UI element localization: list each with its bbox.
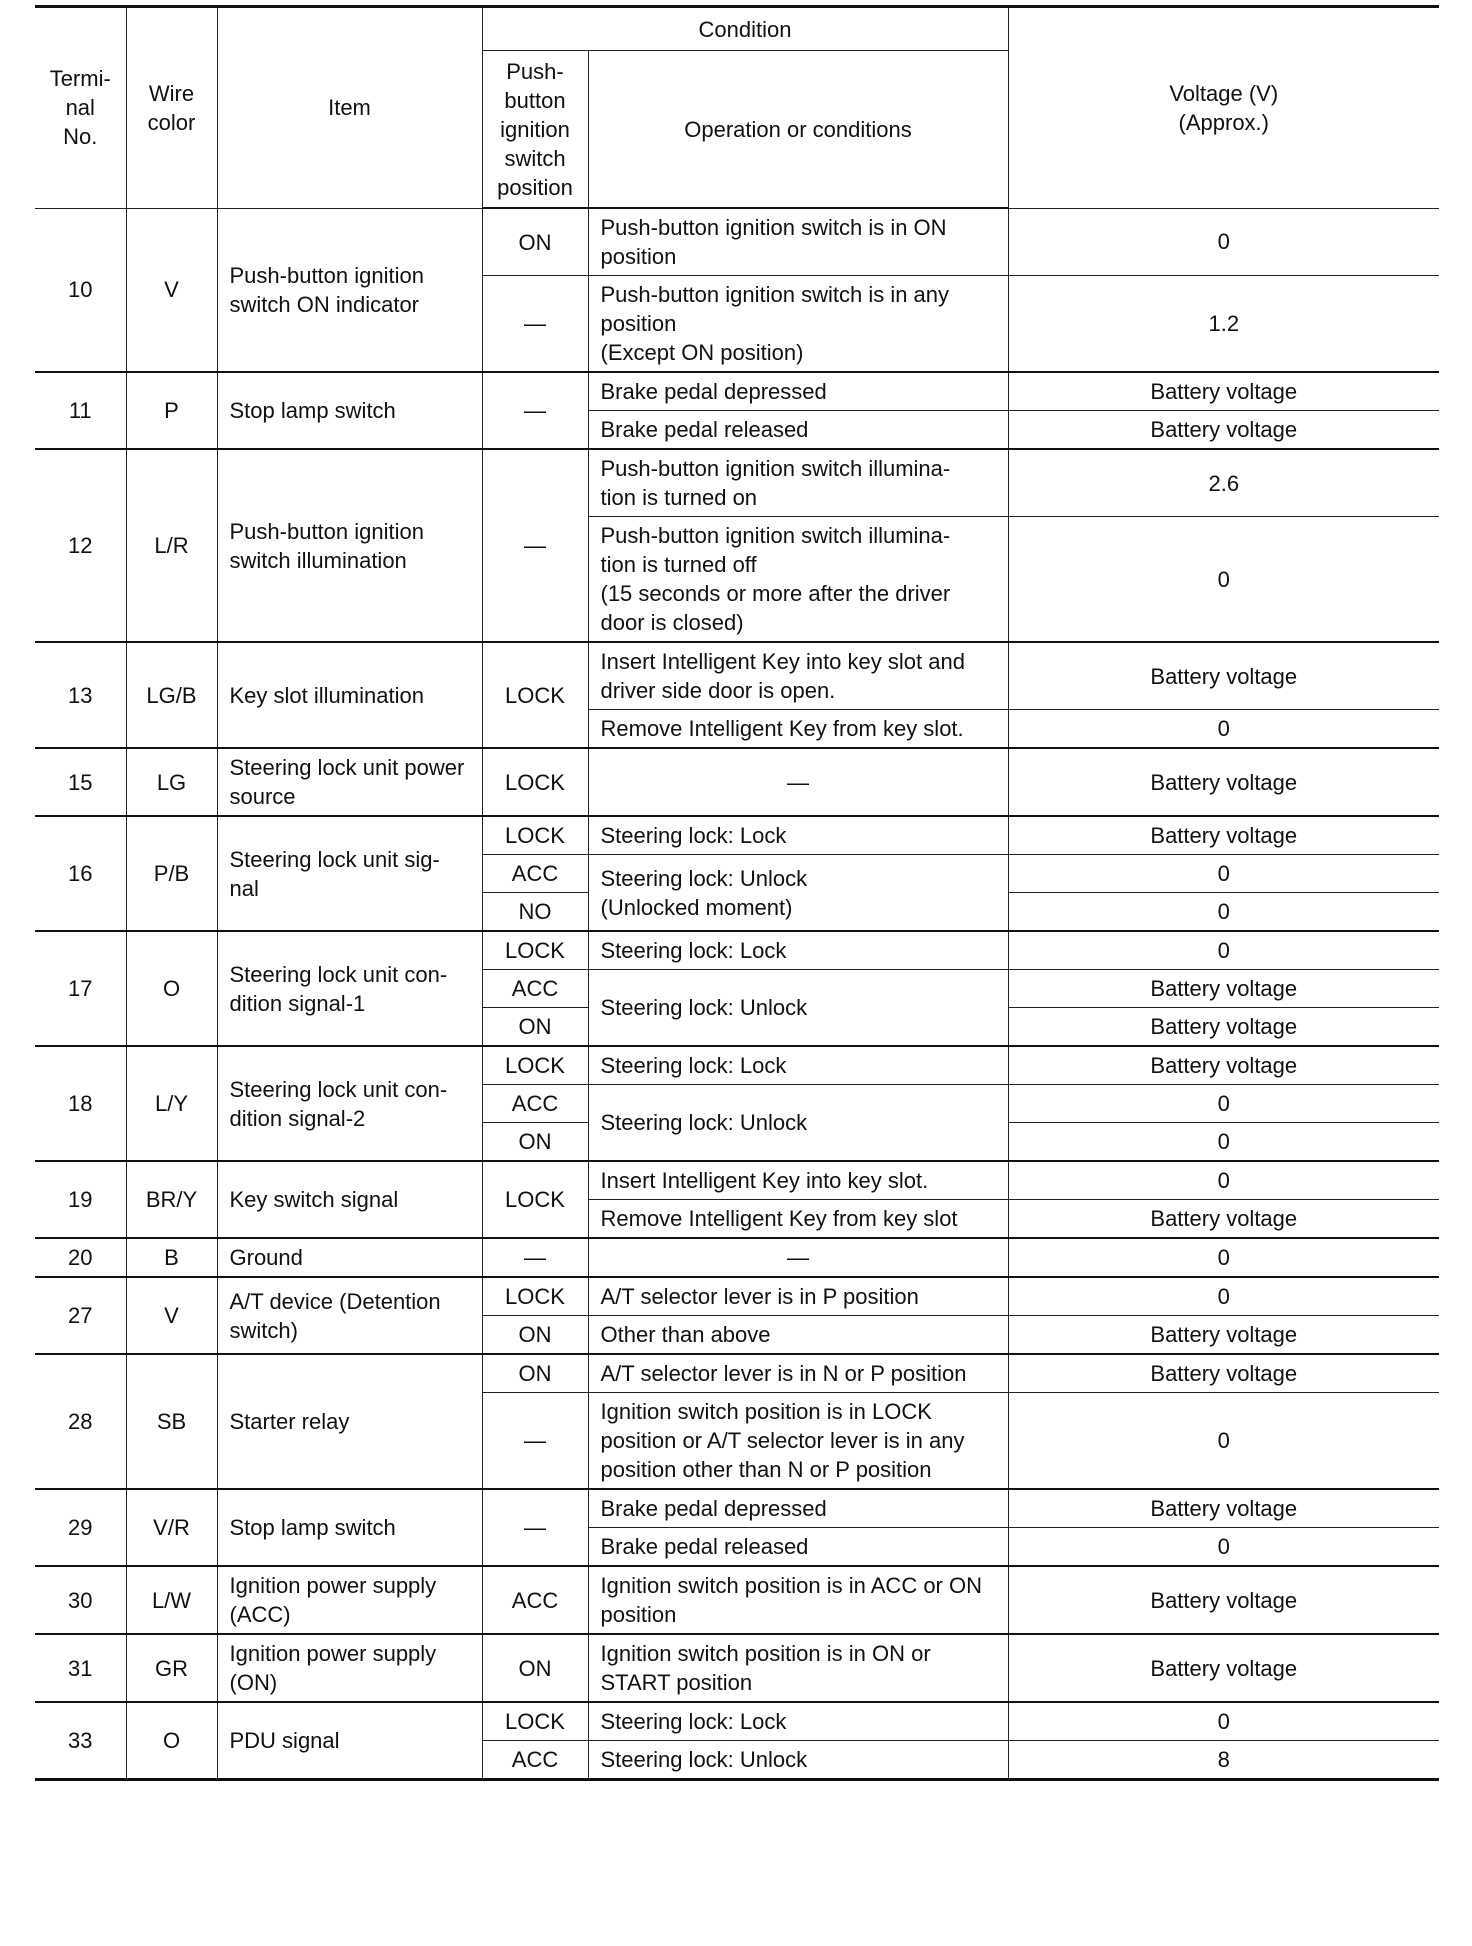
- terminal-number: 30: [35, 1566, 126, 1634]
- header-condition: Condition: [482, 7, 1008, 51]
- wire-color: L/W: [126, 1566, 217, 1634]
- table-row: [35, 1046, 1439, 1085]
- operation-condition: Steering lock: Lock: [588, 1046, 1008, 1085]
- switch-position: ACC: [482, 1085, 588, 1123]
- switch-position: LOCK: [482, 1702, 588, 1741]
- terminal-number: 15: [35, 748, 126, 816]
- table-row: [35, 372, 1439, 411]
- item-name: PDU signal: [217, 1702, 482, 1780]
- item-name: Steering lock unit power source: [217, 748, 482, 816]
- terminal-number: 13: [35, 642, 126, 748]
- table-row: [35, 1238, 1439, 1277]
- voltage-value: 0: [1008, 1238, 1439, 1277]
- switch-position: ON: [482, 1634, 588, 1702]
- voltage-value: Battery voltage: [1008, 1046, 1439, 1085]
- voltage-value: Battery voltage: [1008, 748, 1439, 816]
- table-row: [35, 1277, 1439, 1316]
- operation-condition: Push-button ignition switch is in ON position: [588, 208, 1008, 276]
- voltage-value: Battery voltage: [1008, 642, 1439, 710]
- item-name: Steering lock unit con- dition signal-1: [217, 931, 482, 1046]
- operation-condition: Push-button ignition switch is in any position (Except ON position): [588, 276, 1008, 373]
- switch-position: —: [482, 1238, 588, 1277]
- header-operation: Operation or conditions: [588, 51, 1008, 209]
- terminal-number: 31: [35, 1634, 126, 1702]
- voltage-value: Battery voltage: [1008, 1489, 1439, 1528]
- item-name: Push-button ignition switch illumination: [217, 449, 482, 642]
- voltage-value: Battery voltage: [1008, 1200, 1439, 1239]
- item-name: Push-button ignition switch ON indicator: [217, 208, 482, 372]
- voltage-value: Battery voltage: [1008, 1566, 1439, 1634]
- terminal-spec-table: [35, 5, 1439, 1781]
- item-name: Ground: [217, 1238, 482, 1277]
- wire-color: O: [126, 1702, 217, 1780]
- voltage-value: Battery voltage: [1008, 970, 1439, 1008]
- switch-position: NO: [482, 893, 588, 932]
- switch-position: ACC: [482, 855, 588, 893]
- switch-position: LOCK: [482, 1161, 588, 1238]
- table-row: [35, 1634, 1439, 1702]
- item-name: A/T device (Detention switch): [217, 1277, 482, 1354]
- item-name: Stop lamp switch: [217, 372, 482, 449]
- terminal-number: 12: [35, 449, 126, 642]
- wire-color: V: [126, 208, 217, 372]
- table-row: [35, 449, 1439, 517]
- terminal-number: 33: [35, 1702, 126, 1780]
- voltage-value: Battery voltage: [1008, 1008, 1439, 1047]
- voltage-value: 0: [1008, 208, 1439, 276]
- voltage-value: 2.6: [1008, 449, 1439, 517]
- switch-position: ON: [482, 1316, 588, 1355]
- voltage-value: 0: [1008, 710, 1439, 749]
- voltage-value: 0: [1008, 931, 1439, 970]
- operation-condition: Brake pedal depressed: [588, 372, 1008, 411]
- operation-condition: A/T selector lever is in N or P position: [588, 1354, 1008, 1393]
- item-name: Steering lock unit con- dition signal-2: [217, 1046, 482, 1161]
- switch-position: LOCK: [482, 931, 588, 970]
- voltage-value: Battery voltage: [1008, 1634, 1439, 1702]
- header-terminal-no: Termi- nal No.: [35, 7, 126, 209]
- table-row: [35, 1354, 1439, 1393]
- voltage-value: Battery voltage: [1008, 411, 1439, 450]
- operation-condition: Ignition switch position is in ON or START position: [588, 1634, 1008, 1702]
- switch-position: ACC: [482, 1566, 588, 1634]
- table-row: [35, 931, 1439, 970]
- voltage-value: 8: [1008, 1741, 1439, 1780]
- header-switch-position: Push- button ignition switch position: [482, 51, 588, 209]
- item-name: Steering lock unit sig- nal: [217, 816, 482, 931]
- voltage-value: 0: [1008, 1123, 1439, 1162]
- operation-condition: Insert Intelligent Key into key slot.: [588, 1161, 1008, 1200]
- operation-condition: Steering lock: Unlock (Unlocked moment): [588, 855, 1008, 932]
- wire-color: V: [126, 1277, 217, 1354]
- table-row: [35, 748, 1439, 816]
- operation-condition: Insert Intelligent Key into key slot and driver side door is open.: [588, 642, 1008, 710]
- switch-position: LOCK: [482, 642, 588, 748]
- operation-condition: Ignition switch position is in LOCK position or A/T selector lever is in any position other than N or P position: [588, 1393, 1008, 1490]
- table-header: [35, 7, 1439, 209]
- operation-condition: Steering lock: Lock: [588, 816, 1008, 855]
- table-body: [35, 208, 1439, 1780]
- operation-condition: Steering lock: Lock: [588, 931, 1008, 970]
- header-item: Item: [217, 7, 482, 209]
- switch-position: ON: [482, 1008, 588, 1047]
- terminal-number: 19: [35, 1161, 126, 1238]
- table-row: [35, 816, 1439, 855]
- table-row: [35, 1566, 1439, 1634]
- voltage-value: Battery voltage: [1008, 372, 1439, 411]
- voltage-value: 0: [1008, 1702, 1439, 1741]
- voltage-value: Battery voltage: [1008, 816, 1439, 855]
- operation-condition: Steering lock: Lock: [588, 1702, 1008, 1741]
- terminal-number: 17: [35, 931, 126, 1046]
- operation-condition: Steering lock: Unlock: [588, 970, 1008, 1047]
- operation-condition: —: [588, 1238, 1008, 1277]
- operation-condition: Ignition switch position is in ACC or ON position: [588, 1566, 1008, 1634]
- voltage-value: 0: [1008, 517, 1439, 643]
- voltage-value: 0: [1008, 1393, 1439, 1490]
- wire-color: BR/Y: [126, 1161, 217, 1238]
- voltage-value: 0: [1008, 1277, 1439, 1316]
- operation-condition: Brake pedal released: [588, 411, 1008, 450]
- item-name: Key slot illumination: [217, 642, 482, 748]
- voltage-value: 0: [1008, 1085, 1439, 1123]
- header-wire-color: Wire color: [126, 7, 217, 209]
- header-voltage: Voltage (V) (Approx.): [1008, 7, 1439, 209]
- voltage-value: 0: [1008, 855, 1439, 893]
- item-name: Stop lamp switch: [217, 1489, 482, 1566]
- switch-position: ON: [482, 1123, 588, 1162]
- operation-condition: Steering lock: Unlock: [588, 1085, 1008, 1162]
- terminal-number: 18: [35, 1046, 126, 1161]
- switch-position: LOCK: [482, 1277, 588, 1316]
- voltage-value: 0: [1008, 893, 1439, 932]
- voltage-value: 0: [1008, 1161, 1439, 1200]
- operation-condition: A/T selector lever is in P position: [588, 1277, 1008, 1316]
- switch-position: —: [482, 449, 588, 642]
- table-row: [35, 642, 1439, 710]
- switch-position: ON: [482, 208, 588, 276]
- wire-color: L/R: [126, 449, 217, 642]
- table-row: [35, 1161, 1439, 1200]
- switch-position: —: [482, 1489, 588, 1566]
- switch-position: ACC: [482, 970, 588, 1008]
- wire-color: O: [126, 931, 217, 1046]
- switch-position: —: [482, 372, 588, 449]
- terminal-number: 10: [35, 208, 126, 372]
- item-name: Ignition power supply (ACC): [217, 1566, 482, 1634]
- switch-position: ON: [482, 1354, 588, 1393]
- wire-color: P/B: [126, 816, 217, 931]
- item-name: Key switch signal: [217, 1161, 482, 1238]
- voltage-value: 1.2: [1008, 276, 1439, 373]
- voltage-value: 0: [1008, 1528, 1439, 1567]
- wire-color: LG/B: [126, 642, 217, 748]
- operation-condition: Push-button ignition switch illumina- tion is turned off (15 seconds or more after the driver door is closed): [588, 517, 1008, 643]
- terminal-number: 11: [35, 372, 126, 449]
- terminal-number: 16: [35, 816, 126, 931]
- terminal-number: 27: [35, 1277, 126, 1354]
- switch-position: LOCK: [482, 748, 588, 816]
- wire-color: V/R: [126, 1489, 217, 1566]
- wire-color: SB: [126, 1354, 217, 1489]
- wire-color: P: [126, 372, 217, 449]
- switch-position: —: [482, 276, 588, 373]
- operation-condition: Steering lock: Unlock: [588, 1741, 1008, 1780]
- table-row: [35, 1702, 1439, 1741]
- operation-condition: Brake pedal depressed: [588, 1489, 1008, 1528]
- terminal-number: 29: [35, 1489, 126, 1566]
- table-row: [35, 208, 1439, 276]
- wire-color: GR: [126, 1634, 217, 1702]
- terminal-number: 20: [35, 1238, 126, 1277]
- wire-color: B: [126, 1238, 217, 1277]
- terminal-number: 28: [35, 1354, 126, 1489]
- table-row: [35, 1489, 1439, 1528]
- switch-position: LOCK: [482, 816, 588, 855]
- operation-condition: Push-button ignition switch illumina- tion is turned on: [588, 449, 1008, 517]
- switch-position: ACC: [482, 1741, 588, 1780]
- wire-color: L/Y: [126, 1046, 217, 1161]
- voltage-value: Battery voltage: [1008, 1354, 1439, 1393]
- operation-condition: Remove Intelligent Key from key slot.: [588, 710, 1008, 749]
- operation-condition: —: [588, 748, 1008, 816]
- switch-position: —: [482, 1393, 588, 1490]
- operation-condition: Remove Intelligent Key from key slot: [588, 1200, 1008, 1239]
- operation-condition: Other than above: [588, 1316, 1008, 1355]
- item-name: Ignition power supply (ON): [217, 1634, 482, 1702]
- switch-position: LOCK: [482, 1046, 588, 1085]
- item-name: Starter relay: [217, 1354, 482, 1489]
- voltage-value: Battery voltage: [1008, 1316, 1439, 1355]
- operation-condition: Brake pedal released: [588, 1528, 1008, 1567]
- wire-color: LG: [126, 748, 217, 816]
